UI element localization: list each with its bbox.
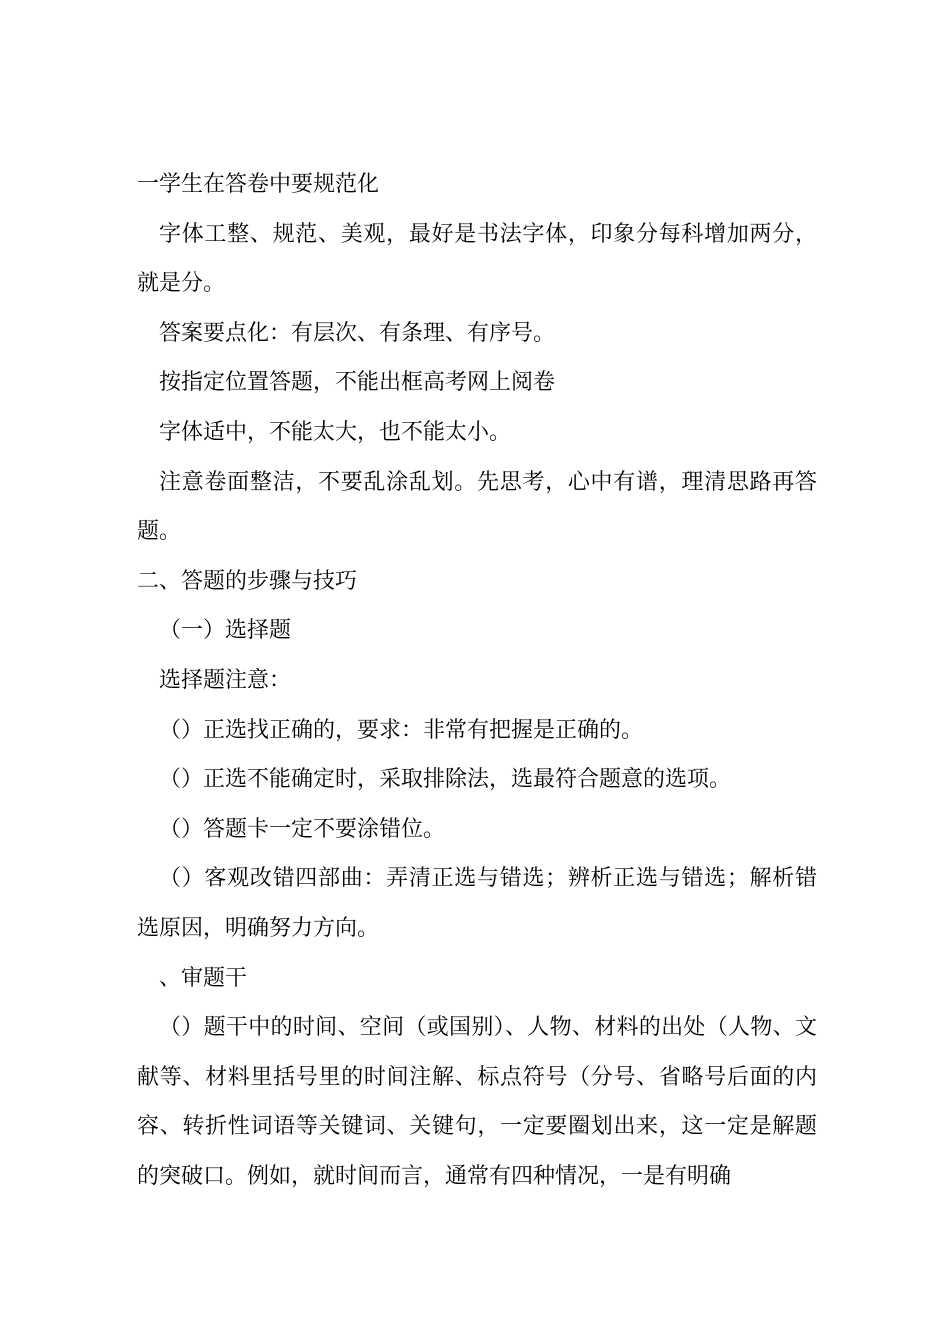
paragraph-answer-position: 按指定位置答题，不能出框高考网上阅卷 — [159, 370, 556, 396]
paragraph-neatness: 注意卷面整洁，不要乱涂乱划。先思考，心中有谱，理清思路再答题。 — [137, 469, 817, 545]
list-item-question-stem: （）题干中的时间、空间（或国别）、人物、材料的出处（人物、文献等、材料里括号里的时间注解、标点符号（分号、省略号后面的内容、转折性词语等关键词、关键句，一定要圈划出来，这一定是解题的突破口。例如，就时间而言，通常有四种情况，一是有明确 — [137, 1015, 817, 1189]
list-item-elimination: （）正选不能确定时，采取排除法，选最符合题意的选项。 — [159, 767, 732, 793]
subsection-heading-choice: （一）选择题 — [159, 618, 292, 644]
paragraph-font-size: 字体适中，不能太大，也不能太小。 — [159, 419, 512, 445]
paragraph-choice-notes: 选择题注意： — [159, 667, 292, 693]
section-heading-2: 二、答题的步骤与技巧 — [137, 568, 358, 594]
paragraph-answer-points: 答案要点化：有层次、有条理、有序号。 — [159, 320, 556, 346]
subsection-heading-question-stem: 、审题干 — [159, 965, 248, 991]
paragraph-handwriting: 字体工整、规范、美观，最好是书法字体，印象分每科增加两分，就是分。 — [137, 221, 817, 297]
list-item-error-correction: （）客观改错四部曲：弄清正选与错选；辨析正选与错选；解析错选原因，明确努力方向。 — [137, 866, 817, 941]
list-item-answer-card: （）答题卡一定不要涂错位。 — [159, 816, 446, 842]
list-item-correct-choice: （）正选找正确的，要求：非常有把握是正确的。 — [159, 717, 644, 743]
document-body — [137, 160, 817, 1201]
section-heading-1: 一学生在答卷中要规范化 — [137, 172, 380, 197]
